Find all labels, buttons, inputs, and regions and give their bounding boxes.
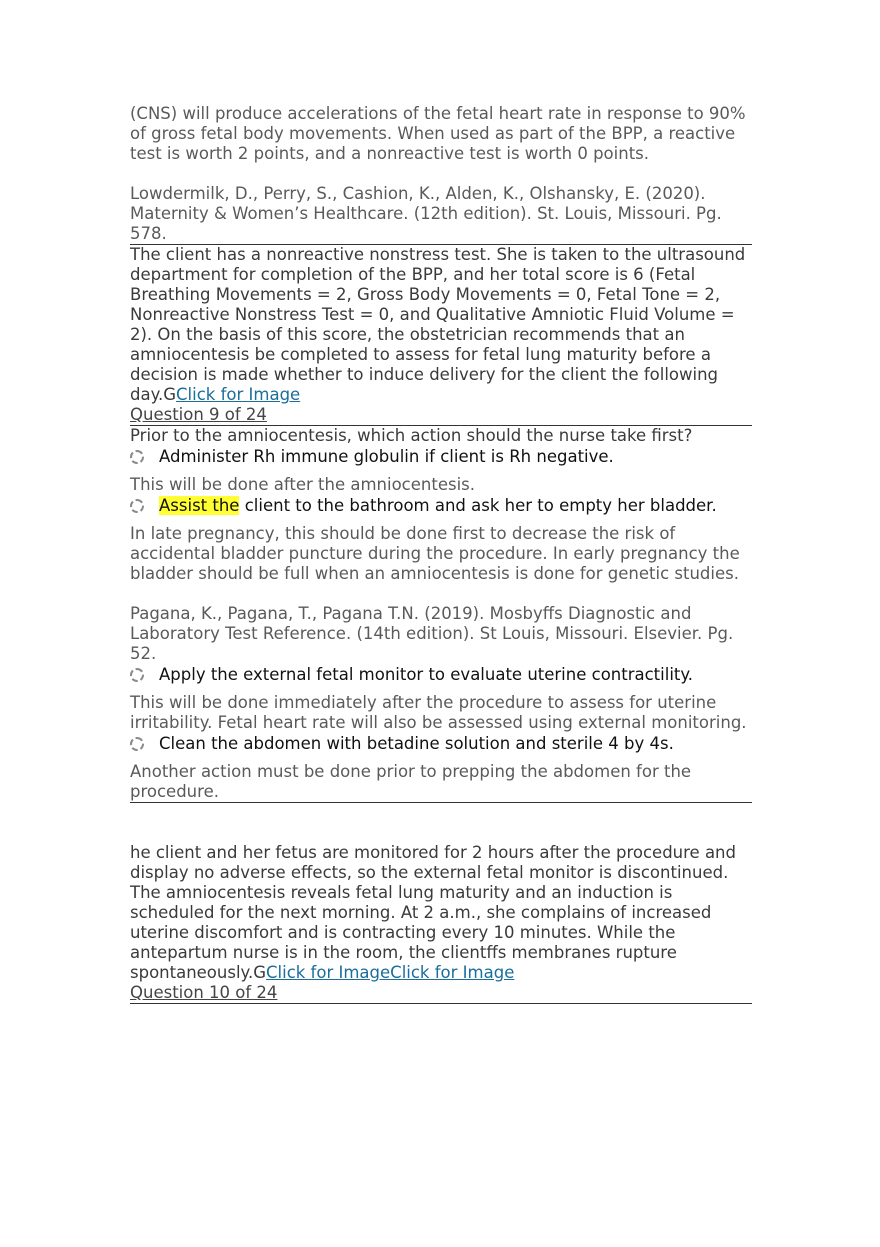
answer-option-a[interactable] — [130, 447, 752, 467]
answer-option-c[interactable] — [130, 665, 752, 685]
answer-option-d[interactable] — [130, 734, 752, 754]
answer-option-d-explanation: Another action must be done prior to prepping the abdomen for the procedure. — [130, 762, 752, 803]
radio-icon[interactable] — [130, 499, 144, 513]
click-for-image-link[interactable]: Click for Image — [176, 385, 301, 404]
radio-icon[interactable] — [130, 450, 144, 464]
question-10-label: Question 10 of 24 — [130, 983, 752, 1004]
answer-option-b[interactable] — [130, 496, 752, 516]
answer-option-d-text: Clean the abdomen with betadine solution and sterile 4 by 4s. — [159, 734, 674, 753]
answer-option-c-explanation: This will be done immediately after the procedure to assess for uterine irritability. Fetal heart rate will also be assessed using external monitoring. — [130, 693, 747, 732]
question-9-label: Question 9 of 24 — [130, 405, 752, 426]
click-for-image-link[interactable]: Click for Image — [390, 963, 515, 982]
answer-option-a-explanation: This will be done after the amniocentesis. — [130, 475, 475, 494]
question-10-scenario: he client and her fetus are monitored for 2 hours after the procedure and display no adverse effects, so the external fetal monitor is discontinued. The amniocentesis reveals fetal lung maturity and an induction is scheduled for the next morning. At 2 a.m., she complains of increased uterine discomfort and is contracting every 10 minutes. While the antepartum nurse is in the room, the clientffs membranes rupture spontaneously.GClick for ImageClick for Image — [130, 843, 736, 982]
radio-icon[interactable] — [130, 668, 144, 682]
click-for-image-link[interactable]: Click for Image — [266, 963, 391, 982]
answer-option-b-text: Assist the client to the bathroom and ask her to empty her bladder. — [159, 496, 717, 515]
radio-icon[interactable] — [130, 737, 144, 751]
intro-paragraph: (CNS) will produce accelerations of the fetal heart rate in response to 90% of gross fetal body movements. When used as part of the BPP, a reactive test is worth 2 points, and a nonreactive test is worth 0 points. — [130, 104, 746, 163]
answer-option-c-text: Apply the external fetal monitor to evaluate uterine contractility. — [159, 665, 694, 684]
question-9-prompt: Prior to the amniocentesis, which action should the nurse take first? — [130, 426, 693, 445]
question-9-scenario: The client has a nonreactive nonstress test. She is taken to the ultrasound department for completion of the BPP, and her total score is 6 (Fetal Breathing Movements = 2, Gross Body Movements = 0, Fetal Tone = 2, Nonreactive Nonstress Test = 0, and Qualitative Amniotic Fluid Volume = 2). On the basis of this score, the obstetrician recommends that an amniocentesis be completed to assess for fetal lung maturity before a decision is made whether to induce delivery for the client the following day.GClick for Image — [130, 245, 746, 404]
intro-reference: Lowdermilk, D., Perry, S., Cashion, K., Alden, K., Olshansky, E. (2020). Maternity & Women’s Healthcare. (12th edition). St. Louis, Missouri. Pg. 578. — [130, 184, 752, 245]
answer-option-a-text: Administer Rh immune globulin if client is Rh negative. — [159, 447, 614, 466]
answer-option-b-explanation: In late pregnancy, this should be done first to decrease the risk of accidental bladder puncture during the procedure. In early pregnancy the bladder should be full when an amniocentesis is done for genetic studies. — [130, 524, 740, 583]
highlighted-text: Assist the — [159, 496, 240, 515]
document-content — [130, 104, 752, 1004]
answer-option-b-reference: Pagana, K., Pagana, T., Pagana T.N. (2019). Mosbyffs Diagnostic and Laboratory Test Reference. (14th edition). St Louis, Missouri. Elsevier. Pg. 52. — [130, 604, 734, 663]
